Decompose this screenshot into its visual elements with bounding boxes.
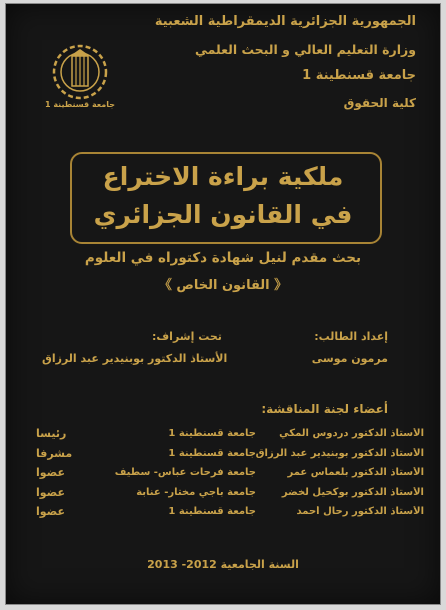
student-name: مرمون موسى	[311, 352, 388, 365]
member-name: الأستاذ الدكتور بوكحيل لخضر	[281, 486, 424, 498]
thesis-title-line-2: في القانون الجزائري	[93, 200, 353, 229]
member-university: جامعة باجي مختار- عنابة	[136, 486, 256, 498]
logo-caption: جامعة قسنطينة 1	[44, 100, 116, 109]
thesis-title-line-1: ملكية براءة الاختراع	[102, 162, 344, 191]
member-name: الأستاذ الدكتور رحال أحمد	[296, 506, 424, 518]
member-name: الأستاذ الدكتور دردوس المكي	[279, 428, 424, 440]
academic-year: السنة الجامعية 2012- 2013	[147, 558, 299, 571]
degree-subtitle: بحث مقدم لنيل شهادة دكتوراه في العلوم	[84, 250, 362, 266]
member-role: عضوا	[36, 505, 66, 519]
member-name: الأستاذ الدكتور بوبنيدير عبد الرزاق	[256, 447, 424, 459]
member-university: جامعة قسنطينة 1	[168, 506, 256, 518]
committee-title: أعضاء لجنة المناقشة:	[261, 402, 388, 416]
member-name: الأستاذ الدكتور بلعماس عمر	[287, 467, 424, 479]
member-role: رئيسا	[36, 427, 67, 441]
republic-name: الجمهورية الجزائرية الديمقراطية الشعبية	[154, 14, 416, 29]
thesis-cover	[6, 4, 440, 604]
member-role: عضوا	[36, 485, 66, 499]
member-role: مشرفا	[36, 446, 73, 460]
student-label: إعداد الطالب:	[314, 330, 388, 343]
ministry-name: وزارة التعليم العالي و البحث العلمي	[194, 42, 416, 57]
member-university: جامعة قسنطينة 1	[168, 447, 256, 459]
committee-row	[32, 444, 436, 464]
committee-row	[32, 483, 436, 503]
member-university: جامعة فرحات عباس- سطيف	[114, 467, 256, 479]
supervisor-name: الأستاذ الدكتور بوبنيدير عبد الرزاق	[42, 352, 228, 365]
committee-row	[32, 463, 436, 483]
supervisor-label: تحت إشراف:	[152, 330, 222, 343]
university-name: جامعة قسنطينة 1	[302, 68, 416, 83]
committee-row	[32, 424, 436, 444]
faculty-name: كلية الحقوق	[343, 96, 416, 110]
member-university: جامعة قسنطينة 1	[168, 428, 256, 440]
committee-list	[32, 424, 436, 522]
member-role: عضوا	[36, 466, 66, 480]
committee-row	[32, 502, 436, 522]
specialty: 《 القانون الخاص 》	[158, 278, 288, 293]
